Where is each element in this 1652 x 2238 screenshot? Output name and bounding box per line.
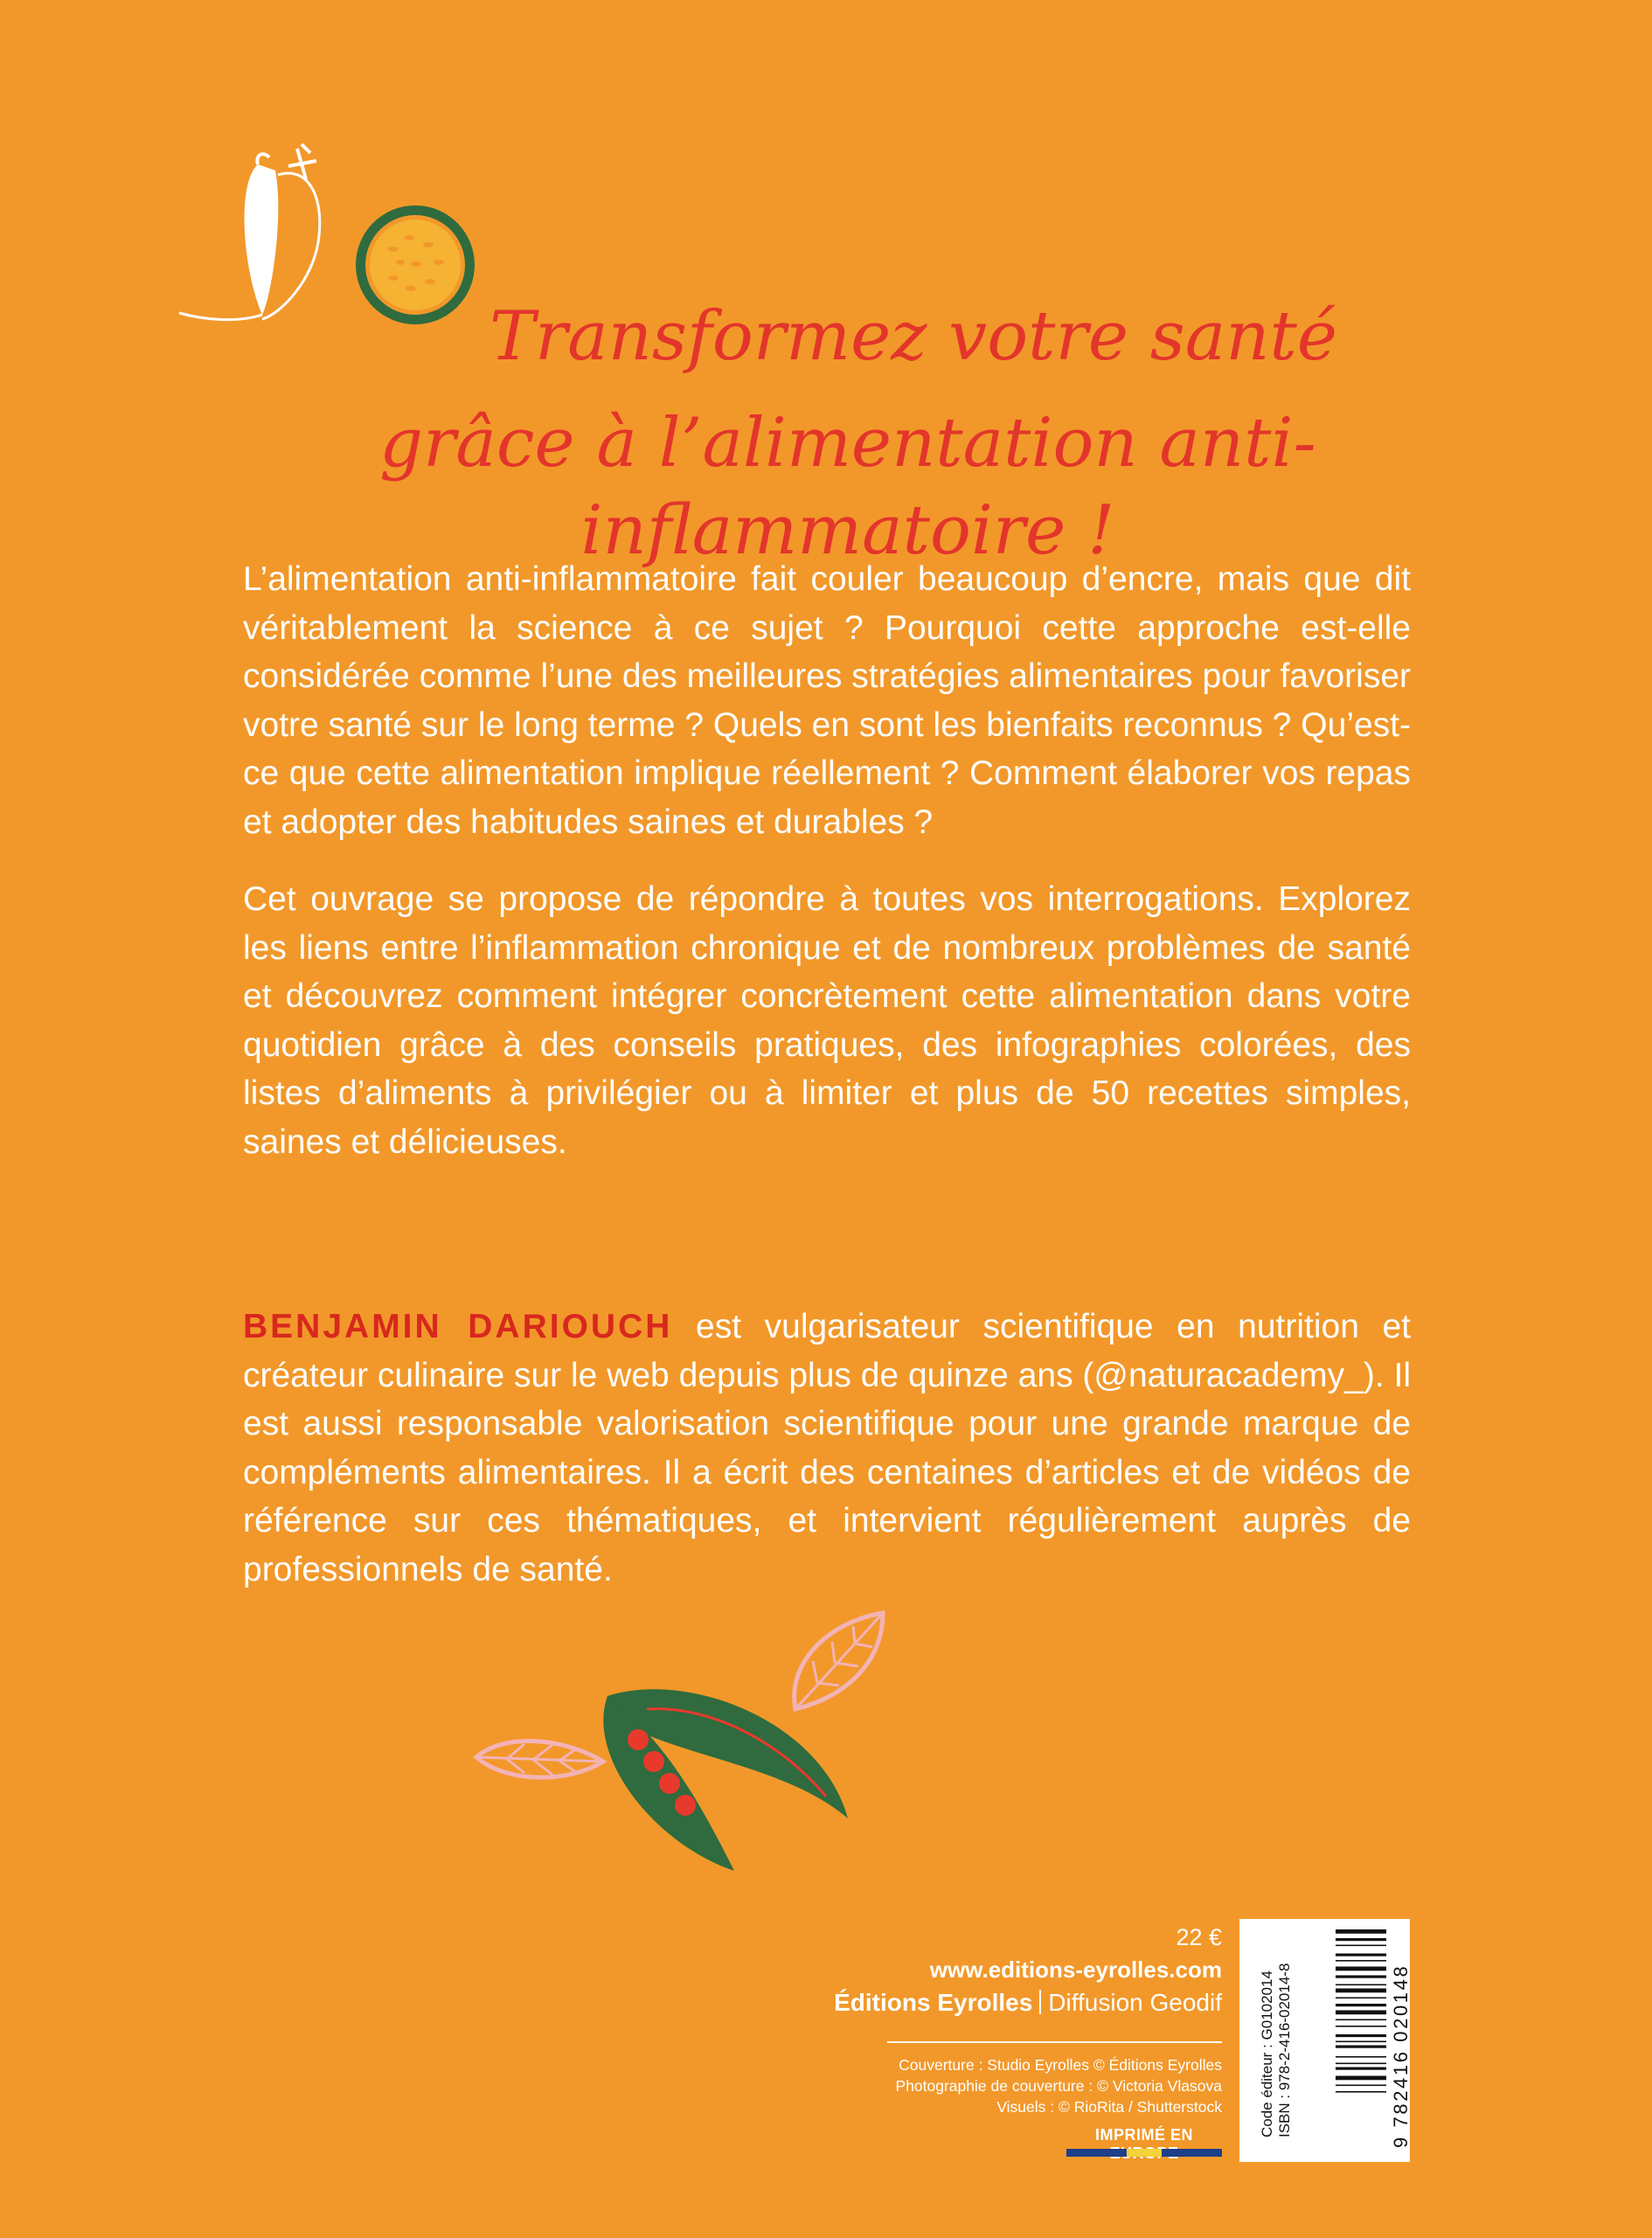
eu-flag-strip bbox=[1066, 2149, 1222, 2157]
barcode-bar bbox=[1336, 1989, 1386, 1993]
barcode-bar bbox=[1336, 1984, 1386, 1986]
barcode-bar bbox=[1336, 2011, 1386, 2015]
credit-cover: Couverture : Studio Eyrolles © Éditions Eyrolles bbox=[899, 2056, 1222, 2074]
barcode-digits: 9 782416 020148 bbox=[1390, 1963, 1412, 2148]
divider bbox=[1039, 1990, 1041, 2014]
barcode-bar bbox=[1336, 2085, 1386, 2087]
barcode-bar bbox=[1336, 1938, 1386, 1941]
barcode-bar bbox=[1336, 1998, 1386, 1999]
isbn-text: ISBN : 978-2-416-02014-8 bbox=[1276, 1963, 1293, 2137]
credit-photo: Photographie de couverture : © Victoria Vlasova bbox=[895, 2077, 1222, 2095]
barcode-bar bbox=[1336, 1945, 1386, 1947]
barcode-panel bbox=[1239, 1919, 1410, 2162]
publisher-code: Code éditeur : G0102014 bbox=[1259, 1970, 1275, 2137]
publisher-block bbox=[813, 1922, 1222, 2019]
barcode-bar bbox=[1336, 1960, 1386, 1962]
pea-pod-icon bbox=[603, 1689, 848, 1871]
credits-rule bbox=[887, 2041, 1222, 2043]
printed-in-europe: IMPRIMÉ EN bbox=[1094, 2126, 1193, 2144]
barcode-bar bbox=[1336, 2056, 1386, 2058]
headline bbox=[236, 293, 1460, 574]
barcode-bar bbox=[1336, 1976, 1386, 1978]
barcode-bar bbox=[1336, 2034, 1386, 2037]
barcode-bar bbox=[1336, 1967, 1386, 1971]
barcode-bar bbox=[1336, 2026, 1386, 2027]
credits-block bbox=[813, 2054, 1222, 2117]
publisher-name: Éditions Eyrolles bbox=[834, 1989, 1033, 2016]
author-name: BENJAMIN DARIOUCH bbox=[243, 1308, 673, 1345]
headline-line-2: grâce à l’alimentation anti-inflammatoire ! bbox=[379, 404, 1316, 570]
author-bio: est vulgarisateur scientifique en nutrition et créateur culinaire sur le web depuis plus de quinze ans (@naturacademy_). Il est aussi responsable valorisation scientifique pour une grande marque de compléments alimentaires. Il a écrit des centaines d’articles et de vidéos de référence sur ces thématiques, et intervient régulièrement auprès de professionnels de santé. bbox=[243, 1308, 1411, 1588]
barcode-bar bbox=[1336, 2068, 1386, 2070]
pea-pod-illustration bbox=[472, 1609, 927, 1897]
barcode-bar bbox=[1336, 2004, 1386, 2006]
publisher-line bbox=[813, 1986, 1222, 2019]
barcode-bar bbox=[1336, 2063, 1386, 2065]
publisher-website: www.editions-eyrolles.com bbox=[929, 1957, 1222, 1983]
pink-leaf-icon bbox=[795, 1613, 883, 1709]
summary-paragraph: Cet ouvrage se propose de répondre à toutes vos interrogations. Explorez les liens entre l’inflammation chronique et de nombreux problèmes de santé et découvrez comment intégrer concrètement cette alimentation dans votre quotidien grâce à des conseils pratiques, des infographies colorées, des listes d’aliments à privilégier ou à limiter et plus de 50 recettes simples, saines et délicieuses. bbox=[243, 880, 1411, 1161]
credit-visuals: Visuels : © RioRita / Shutterstock bbox=[996, 2098, 1222, 2116]
author-paragraph bbox=[243, 1303, 1411, 1594]
barcode-bar bbox=[1336, 2041, 1386, 2043]
barcode-bar bbox=[1336, 2019, 1386, 2021]
distribution: Diffusion Geodif bbox=[1048, 1989, 1222, 2016]
headline-line-1: Transformez votre santé bbox=[489, 297, 1338, 376]
barcode-bar bbox=[1336, 2091, 1386, 2093]
barcode-bar bbox=[1336, 2046, 1386, 2048]
intro-paragraph: L’alimentation anti-inflammatoire fait couler beaucoup d’encre, mais que dit véritablement la science à ce sujet ? Pourquoi cette approche est-elle considérée comme l’une des meilleures stratégies alimentaires pour favoriser votre santé sur le long terme ? Quels en sont les bienfaits reconnus ? Qu’est-ce que cette alimentation implique réellement ? Comment élaborer vos repas et adopter des habitudes saines et durables ? bbox=[243, 560, 1411, 841]
pink-leaf-icon bbox=[476, 1741, 603, 1777]
barcode-bar bbox=[1336, 2076, 1386, 2081]
barcode-bar bbox=[1336, 1954, 1386, 1957]
price: 22 € bbox=[1176, 1924, 1222, 1950]
barcode-bar bbox=[1336, 1929, 1386, 1934]
